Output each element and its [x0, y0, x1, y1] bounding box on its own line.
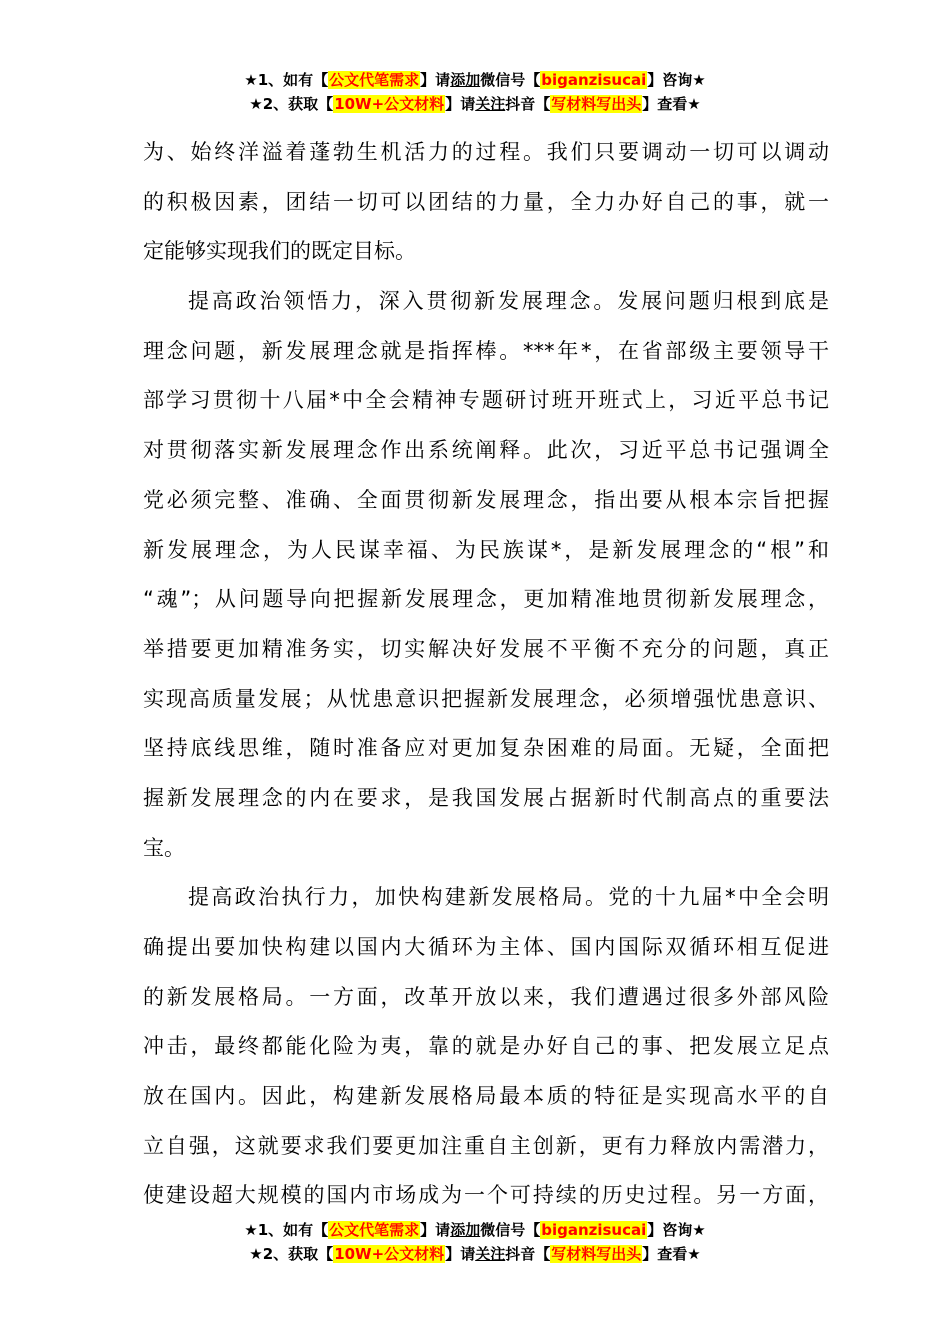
body-line: 的新发展格局。一方面，改革开放以来，我们遭遇过很多外部风险 [143, 984, 829, 1009]
body-line: 放在国内。因此，构建新发展格局最本质的特征是实现高水平的自 [143, 1084, 829, 1109]
banner-text: 】请 [420, 71, 451, 89]
body-line: 宝。 [143, 835, 185, 860]
banner-highlight: 写材料写出头 [551, 1245, 642, 1263]
body-line: 党必须完整、准确、全面贯彻新发展理念，指出要从根本宗旨把握 [143, 487, 829, 512]
body-line: 新发展理念，为人民谋幸福、为民族谋*，是新发展理念的“根”和 [143, 537, 829, 562]
banner-text: 抖音【 [505, 95, 551, 113]
body-line: 立自强，这就要求我们要更加注重自主创新，更有力释放内需潜力， [143, 1133, 829, 1158]
body-line: 使建设超大规模的国内市场成为一个可持续的历史过程。另一方面， [143, 1183, 829, 1208]
banner-line-2 [0, 1242, 950, 1266]
banner-text: 】咨询★ [647, 1221, 706, 1239]
banner-highlight: 写材料写出头 [551, 95, 642, 113]
body-line: 提高政治领悟力，深入贯彻新发展理念。发展问题归根到底是 [188, 289, 829, 314]
banner-text: 】请 [445, 1245, 476, 1263]
banner-text: ★1、如有【 [244, 1221, 329, 1239]
banner-text: 】咨询★ [647, 71, 706, 89]
document-body [143, 128, 829, 1221]
banner-text: 】查看★ [642, 1245, 701, 1263]
banner-text: 微信号【 [480, 1221, 541, 1239]
body-line: “魂”；从问题导向把握新发展理念，更加精准地贯彻新发展理念， [143, 587, 829, 612]
banner-text: ★1、如有【 [244, 71, 329, 89]
banner-highlight: 10W+公文材料 [334, 1245, 445, 1263]
header-banner [0, 68, 950, 116]
body-line: 确提出要加快构建以国内大循环为主体、国内国际双循环相互促进 [143, 935, 829, 959]
body-line: 提高政治执行力，加快构建新发展格局。党的十九届*中全会明 [188, 885, 829, 910]
body-line: 理念问题，新发展理念就是指挥棒。***年*，在省部级主要领导干 [143, 338, 829, 363]
banner-line-1 [0, 68, 950, 92]
body-line: 举措要更加精准务实，切实解决好发展不平衡不充分的问题，真正 [143, 636, 829, 661]
banner-highlight: biganzisucai [541, 71, 647, 89]
banner-text: 】查看★ [642, 95, 701, 113]
banner-highlight: 公文代笔需求 [329, 1221, 420, 1239]
banner-highlight: biganzisucai [541, 1221, 647, 1239]
body-line: 的积极因素，团结一切可以团结的力量，全力办好自己的事，就一 [143, 189, 829, 214]
body-line: 握新发展理念的内在要求，是我国发展占据新时代制高点的重要法 [143, 785, 829, 810]
banner-text: 微信号【 [480, 71, 541, 89]
banner-line-2 [0, 92, 950, 116]
banner-underline: 关注 [475, 95, 506, 113]
banner-text: 抖音【 [505, 1245, 551, 1263]
banner-text: ★2、获取【 [249, 95, 334, 113]
banner-underline: 添加 [450, 1221, 481, 1239]
body-line: 为、始终洋溢着蓬勃生机活力的过程。我们只要调动一切可以调动 [143, 140, 829, 164]
footer-banner [0, 1218, 950, 1266]
banner-underline: 关注 [475, 1245, 506, 1263]
body-line: 定能够实现我们的既定目标。 [143, 239, 416, 264]
body-line: 实现高质量发展；从忧患意识把握新发展理念，必须增强忧患意识、 [143, 686, 829, 711]
banner-text: 】请 [445, 95, 476, 113]
banner-highlight: 公文代笔需求 [329, 71, 420, 89]
body-line: 部学习贯彻十八届*中全会精神专题研讨班开班式上，习近平总书记 [143, 388, 829, 413]
banner-line-1 [0, 1218, 950, 1242]
body-line: 冲击，最终都能化险为夷，靠的就是办好自己的事、把发展立足点 [143, 1034, 829, 1059]
body-line: 对贯彻落实新发展理念作出系统阐释。此次，习近平总书记强调全 [143, 438, 829, 463]
banner-text: 】请 [420, 1221, 451, 1239]
banner-highlight: 10W+公文材料 [334, 95, 445, 113]
body-line: 坚持底线思维，随时准备应对更加复杂困难的局面。无疑，全面把 [143, 736, 829, 761]
banner-underline: 添加 [450, 71, 481, 89]
banner-text: ★2、获取【 [249, 1245, 334, 1263]
